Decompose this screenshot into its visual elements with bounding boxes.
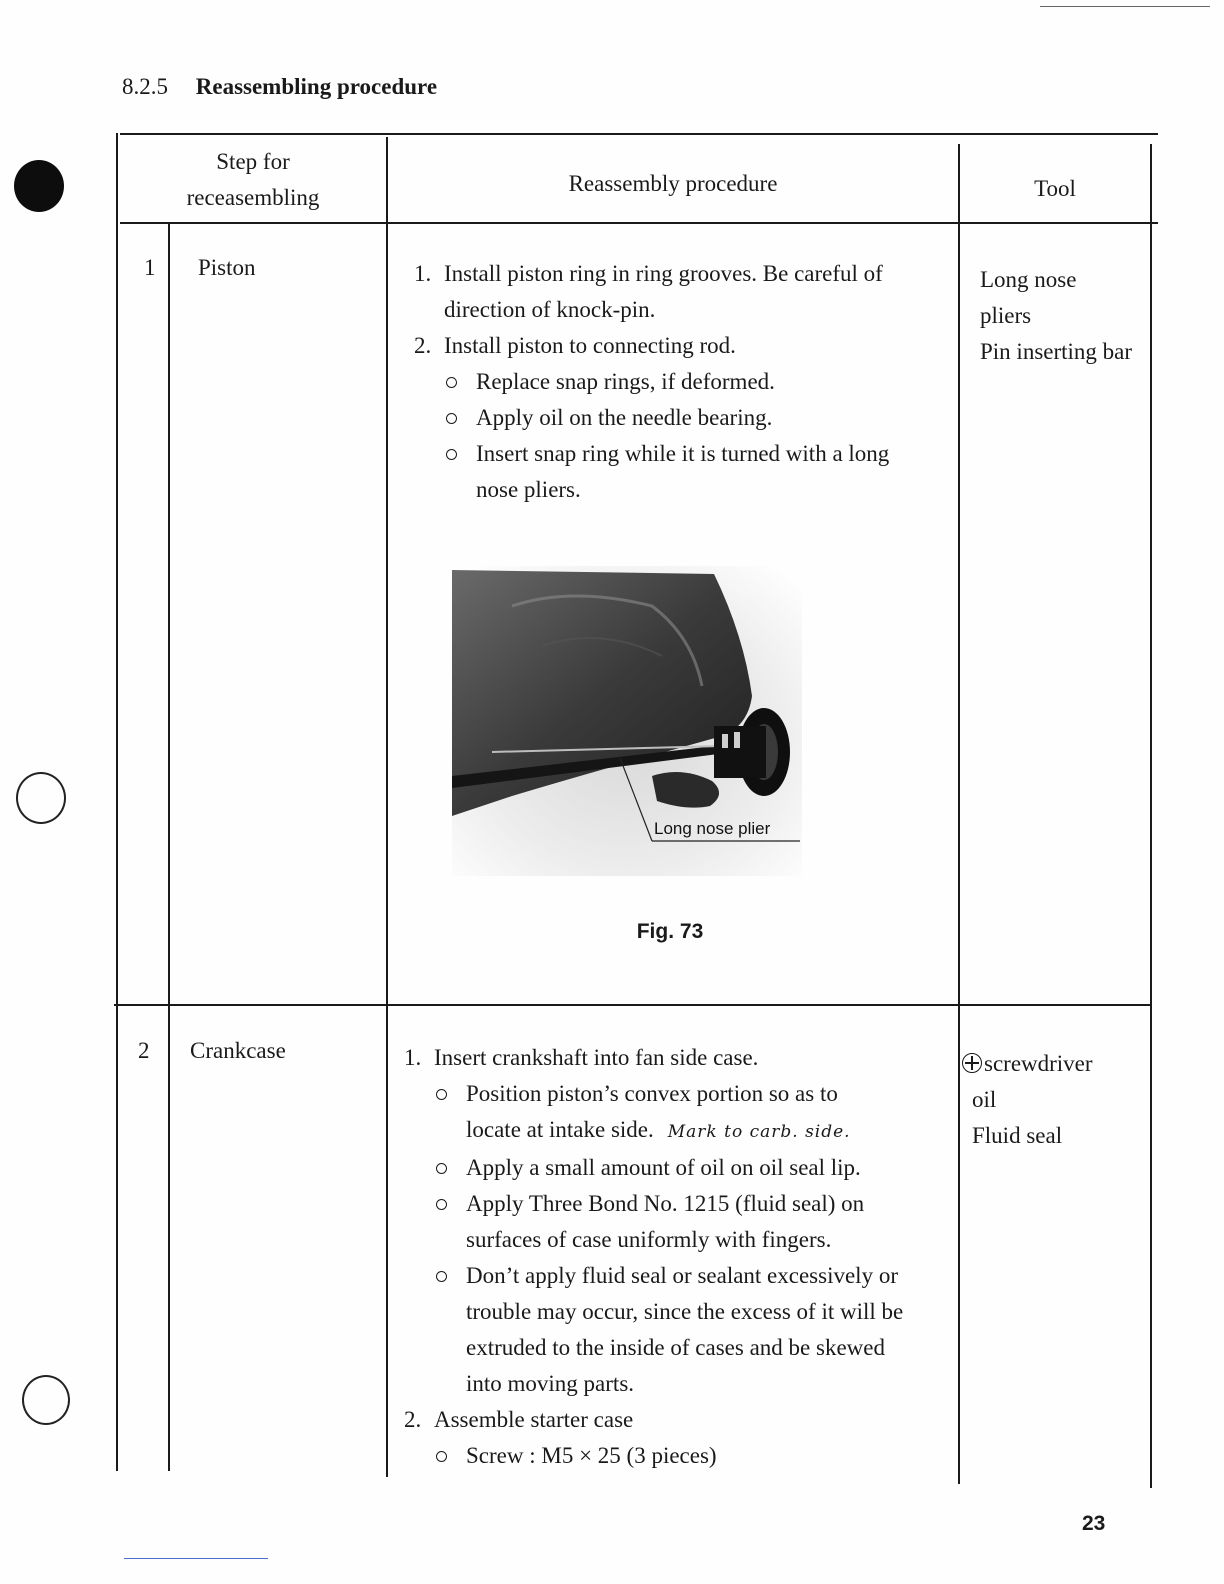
procedure-subitem: Don’t apply fluid seal or sealant excessively or trouble may occur, since the excess of it will be extruded to the inside of cases and be skewed into moving parts.	[404, 1258, 956, 1402]
table-border-top	[120, 133, 1158, 135]
circle-bullet-icon	[446, 413, 457, 424]
figure-callout: Long nose plier	[654, 819, 771, 838]
procedure-item: 1. Install piston ring in ring grooves. Be careful of direction of knock-pin.	[414, 261, 883, 322]
scan-edge-line	[1040, 6, 1210, 7]
tool-item: pliers	[980, 303, 1032, 328]
circle-bullet-icon	[436, 1451, 447, 1462]
tool-item: Long nose	[980, 267, 1077, 292]
table-border-right	[1150, 144, 1152, 1488]
handwritten-note: Mark to carb. side.	[667, 1122, 851, 1142]
procedure-subitem: Apply oil on the needle bearing.	[414, 400, 954, 436]
figure-label: Fig. 73	[636, 920, 704, 943]
procedure-subitem: Insert snap ring while it is turned with a long nose pliers.	[414, 436, 954, 508]
circle-bullet-icon	[436, 1089, 447, 1100]
circle-bullet-icon	[436, 1271, 447, 1282]
tool-item: Pin inserting bar	[980, 339, 1133, 364]
binder-hole-filled-icon	[14, 160, 64, 212]
tool-item: oil	[972, 1087, 997, 1112]
circle-bullet-icon	[446, 377, 457, 388]
tool-list	[962, 1046, 1148, 1154]
binder-hole-icon	[22, 1375, 70, 1425]
table-col-divider	[168, 222, 170, 1471]
section-number: 8.2.5	[122, 74, 168, 99]
table-header-divider	[120, 222, 1158, 224]
procedure-item: 1. Insert crankshaft into fan side case.	[404, 1045, 759, 1070]
table-col-divider	[958, 144, 960, 1484]
procedure-list	[404, 1040, 956, 1474]
header-procedure: Reassembly procedure	[568, 171, 778, 196]
header-tool: Tool	[1034, 176, 1076, 201]
pliers-photo-illustration	[452, 566, 802, 876]
row-part: Crankcase	[190, 1038, 286, 1063]
table-row-divider	[114, 1004, 1150, 1006]
page-number: 23	[1082, 1512, 1106, 1535]
tool-list	[980, 262, 1148, 370]
circle-bullet-icon	[436, 1163, 447, 1174]
procedure-item: 2. Install piston to connecting rod.	[414, 333, 736, 358]
scan-edge-line	[124, 1558, 268, 1559]
procedure-subitem: Position piston’s convex portion so as to locate at intake side. Mark to carb. side.	[404, 1076, 956, 1150]
phillips-screwdriver-icon	[962, 1053, 982, 1073]
procedure-subitem: Replace snap rings, if deformed.	[414, 364, 954, 400]
tool-item: screwdriver	[962, 1046, 1148, 1082]
procedure-subitem: Screw : M5 × 25 (3 pieces)	[404, 1438, 956, 1474]
procedure-list	[414, 256, 954, 508]
table-border-left	[116, 133, 118, 1471]
procedure-subitem: Apply a small amount of oil on oil seal lip.	[404, 1150, 956, 1186]
header-step: Step for receasembling	[186, 149, 320, 210]
tool-item: Fluid seal	[972, 1123, 1063, 1148]
row-number: 2	[138, 1038, 150, 1063]
circle-bullet-icon	[436, 1199, 447, 1210]
procedure-subitem: Apply Three Bond No. 1215 (fluid seal) on surfaces of case uniformly with fingers.	[404, 1186, 956, 1258]
section-heading	[122, 74, 437, 100]
fig-73-photo	[452, 566, 802, 876]
binder-hole-icon	[16, 772, 66, 824]
row-part: Piston	[198, 255, 256, 280]
procedure-item: 2. Assemble starter case	[404, 1407, 634, 1432]
row-number: 1	[144, 255, 156, 280]
circle-bullet-icon	[446, 449, 457, 460]
table-col-divider	[386, 137, 388, 1477]
section-title: Reassembling procedure	[195, 74, 438, 99]
